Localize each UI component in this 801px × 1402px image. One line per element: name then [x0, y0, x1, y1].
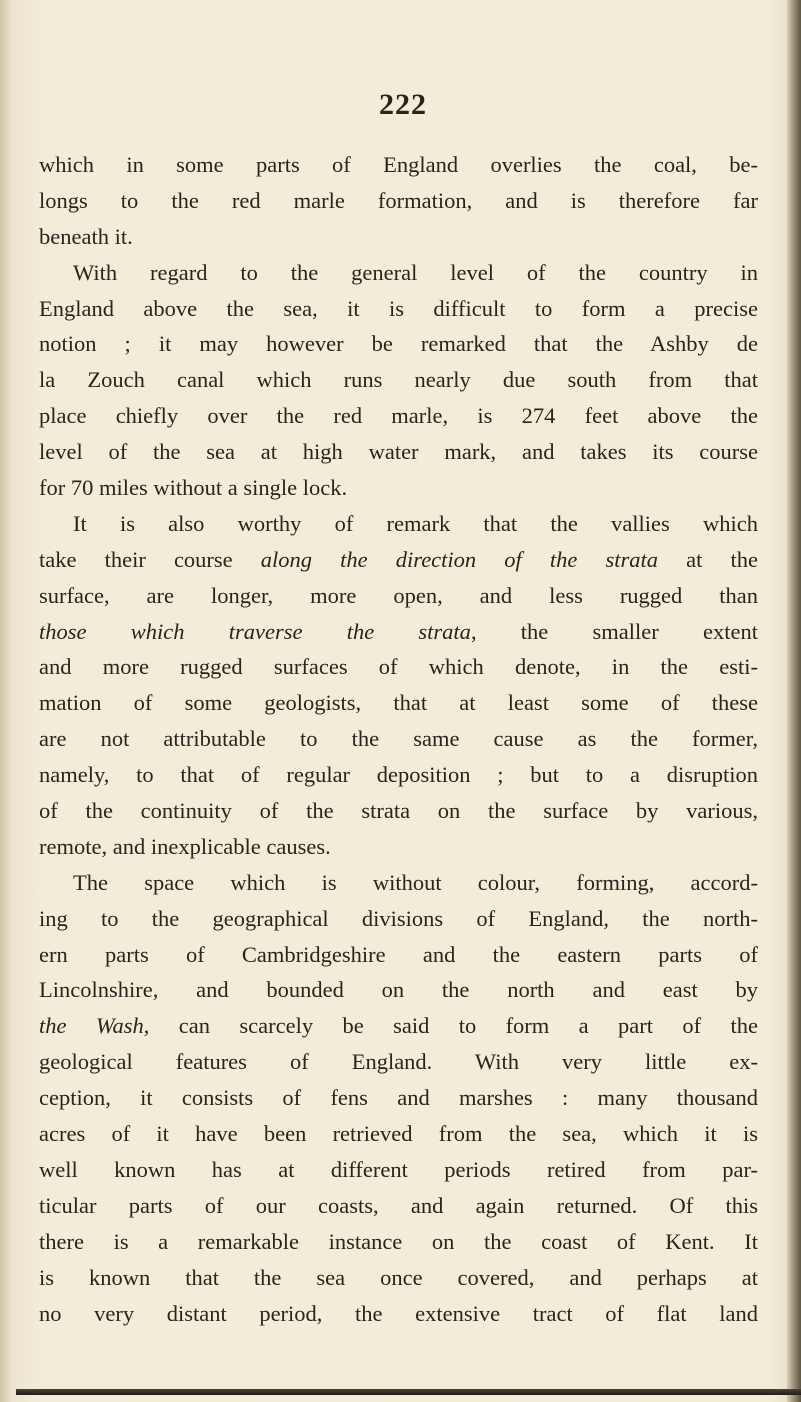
text-line: place chiefly over the red marle, is 274 feet above the: [39, 403, 758, 429]
text-line: ception, it consists of fens and marshes : many thousand: [39, 1085, 758, 1111]
body-text: [39, 147, 758, 1331]
italic-phrase: those which traverse the strata: [39, 618, 471, 644]
text-line: and more rugged surfaces of which denote, in the esti-: [39, 654, 758, 680]
page-number: 222: [379, 88, 427, 121]
text-line: ern parts of Cambridgeshire and the eastern parts of: [39, 941, 758, 967]
text-line: those which traverse the strata, the smaller extent: [39, 618, 758, 644]
italic-phrase: along the direction of the strata: [260, 546, 659, 572]
text-line: notion ; it may however be remarked that the Ashby de: [39, 331, 758, 357]
text-line: longs to the red marle formation, and is therefore far: [39, 187, 758, 213]
page-bottom-edge: [16, 1389, 801, 1395]
text-line: la Zouch canal which runs nearly due south from that: [39, 367, 758, 393]
text-line: mation of some geologists, that at least some of these: [39, 690, 758, 716]
text-line: for 70 miles without a single lock.: [39, 475, 348, 501]
page-gutter-shadow: [0, 0, 12, 1402]
text-line: Lincolnshire, and bounded on the north and east by: [39, 977, 758, 1003]
text-line: beneath it.: [39, 223, 133, 249]
text-line: namely, to that of regular deposition ; but to a disruption: [39, 762, 758, 788]
text-line: ticular parts of our coasts, and again returned. Of this: [39, 1192, 758, 1218]
text-line: geological features of England. With very little ex-: [39, 1049, 758, 1075]
text-line: level of the sea at high water mark, and takes its course: [39, 439, 758, 465]
text-line: the Wash, can scarcely be said to form a part of the: [39, 1013, 758, 1039]
italic-phrase: the Wash: [39, 1013, 144, 1039]
text-line: are not attributable to the same cause as the former,: [39, 726, 758, 752]
text-line: The space which is without colour, forming, accord-: [73, 869, 758, 895]
text-line: With regard to the general level of the country in: [73, 259, 758, 285]
text-line: England above the sea, it is difficult to form a precise: [39, 295, 758, 321]
text-line: of the continuity of the strata on the surface by various,: [39, 798, 758, 824]
text-line: take their course along the direction of the strata at the: [39, 546, 758, 572]
text-line: remote, and inexplicable causes.: [39, 833, 331, 859]
text-line: which in some parts of England overlies the coal, be-: [39, 152, 758, 177]
text-line: surface, are longer, more open, and less rugged than: [39, 582, 758, 608]
text-line: It is also worthy of remark that the vallies which: [73, 510, 758, 536]
page-edge-shadow: [787, 0, 801, 1402]
text-line: no very distant period, the extensive tract of flat land: [39, 1300, 758, 1326]
text-line: there is a remarkable instance on the coast of Kent. It: [39, 1228, 758, 1254]
text-line: well known has at different periods retired from par-: [39, 1156, 758, 1182]
text-line: acres of it have been retrieved from the sea, which it is: [39, 1121, 758, 1147]
text-line: is known that the sea once covered, and perhaps at: [39, 1264, 758, 1290]
text-line: ing to the geographical divisions of England, the north-: [39, 905, 758, 931]
